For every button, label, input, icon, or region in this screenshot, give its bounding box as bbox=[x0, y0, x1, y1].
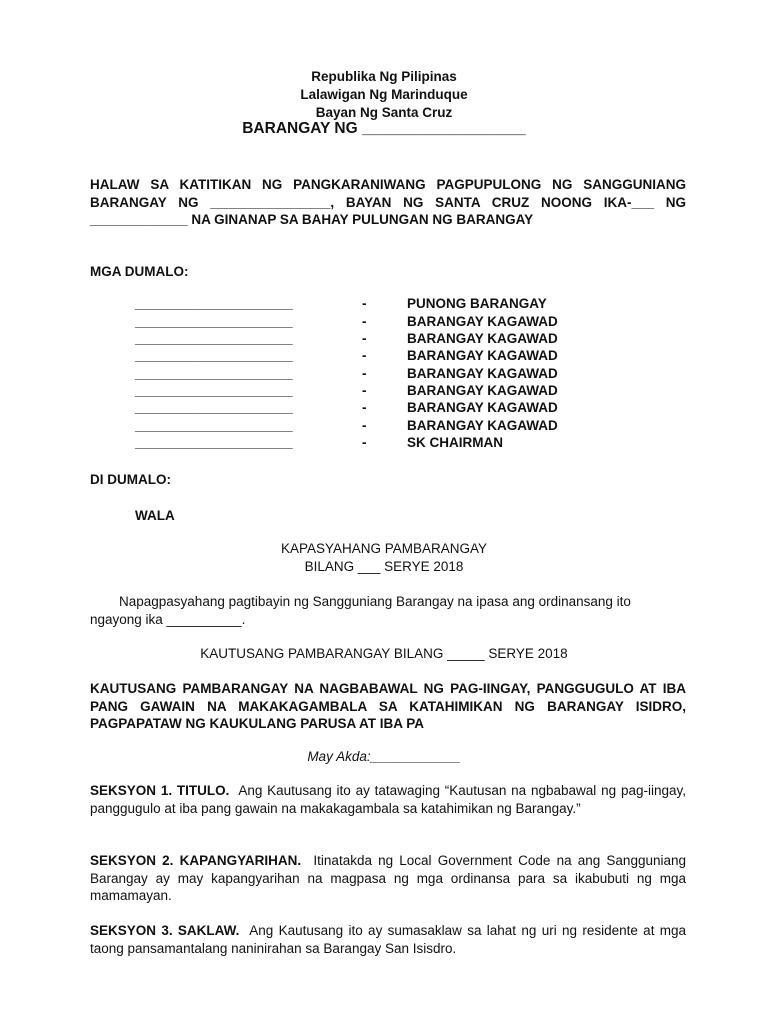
header-province: Lalawigan Ng Marinduque bbox=[300, 87, 468, 102]
resolution-title: KAPASYAHANG PAMBARANGAY bbox=[280, 541, 488, 556]
section-label: SEKSYON 1. TITULO. bbox=[90, 783, 230, 798]
attendee-role: BARANGAY KAGAWAD bbox=[407, 418, 558, 433]
separator-dash: - bbox=[362, 366, 367, 381]
section-2 bbox=[90, 852, 686, 905]
attendee-role: BARANGAY KAGAWAD bbox=[407, 348, 558, 363]
signature-line: _____________________ bbox=[135, 383, 293, 398]
ordinance-author: May Akda:____________ bbox=[307, 749, 461, 764]
attendee-row bbox=[0, 296, 768, 314]
signature-line: _____________________ bbox=[135, 296, 293, 311]
attendee-row bbox=[0, 366, 768, 384]
attendee-role: PUNONG BARANGAY bbox=[407, 296, 547, 311]
separator-dash: - bbox=[362, 435, 367, 450]
section-text: Ang Kautusang ito ay sumasaklaw sa lahat ng uri ng residente at mga taong pansamantalang naninirahan sa Barangay San Isisdro. bbox=[90, 923, 687, 956]
absent-heading: DI DUMALO: bbox=[90, 472, 171, 487]
attendee-role: BARANGAY KAGAWAD bbox=[407, 314, 558, 329]
ordinance-number: KAUTUSANG PAMBARANGAY BILANG _____ SERYE 2018 bbox=[200, 646, 568, 661]
separator-dash: - bbox=[362, 400, 367, 415]
separator-dash: - bbox=[362, 331, 367, 346]
attendee-role: BARANGAY KAGAWAD bbox=[407, 366, 558, 381]
signature-line: _____________________ bbox=[135, 314, 293, 329]
resolution-body: Napagpasyahang pagtibayin ng Sangguniang Barangay na ipasa ang ordinansang ito ngayong ika __________. bbox=[90, 594, 631, 627]
resolution-number: BILANG ___ SERYE 2018 bbox=[304, 559, 464, 574]
attendee-role: BARANGAY KAGAWAD bbox=[407, 383, 558, 398]
attendees-heading: MGA DUMALO: bbox=[90, 264, 189, 279]
attendee-role: SK CHAIRMAN bbox=[407, 435, 503, 450]
section-label: SEKSYON 3. SAKLAW. bbox=[90, 923, 240, 938]
separator-dash: - bbox=[362, 348, 367, 363]
attendee-row bbox=[0, 383, 768, 401]
attendee-row bbox=[0, 435, 768, 453]
signature-line: _____________________ bbox=[135, 435, 293, 450]
attendee-row bbox=[0, 331, 768, 349]
ordinance-title: KAUTUSANG PAMBARANGAY NA NAGBABAWAL NG PAG-IINGAY, PANGGUGULO AT IBA PANG GAWAIN NA MAKAKAGAMBALA SA KATAHIMIKAN NG BARANGAY ISIDRO, PAGPAPATAW NG KAUKULANG PARUSA AT IBA PA bbox=[90, 681, 686, 731]
section-1 bbox=[90, 782, 686, 817]
section-3 bbox=[90, 922, 686, 957]
minutes-intro: HALAW SA KATITIKAN NG PANGKARANIWANG PAGPUPULONG NG SANGGUNIANG BARANGAY NG ________________, BAYAN NG SANTA CRUZ NOONG IKA-___ NG _____________ NA GINANAP SA BAHAY PULUNGAN NG BARANGAY bbox=[90, 177, 686, 227]
header-municipality: Bayan Ng Santa Cruz bbox=[315, 105, 453, 120]
absent-value: WALA bbox=[135, 508, 175, 523]
attendee-role: BARANGAY KAGAWAD bbox=[407, 331, 558, 346]
signature-line: _____________________ bbox=[135, 418, 293, 433]
signature-line: _____________________ bbox=[135, 366, 293, 381]
header-barangay: BARANGAY NG ___________________ bbox=[242, 120, 526, 137]
section-label: SEKSYON 2. KAPANGYARIHAN. bbox=[90, 853, 302, 868]
attendee-role: BARANGAY KAGAWAD bbox=[407, 400, 558, 415]
attendee-row bbox=[0, 418, 768, 436]
section-text: Ang Kautusang ito ay tatawaging “Kautusan na ngbabawal ng pag-iingay, panggugulo at iba pang gawain na makakagambala sa katahimikan ng Barangay.” bbox=[90, 783, 686, 816]
signature-line: _____________________ bbox=[135, 348, 293, 363]
section-text: Itinatakda ng Local Government Code na ang Sangguniang Barangay ay may kapangyarihan na magpasa ng mga ordinansa para sa ikabubuti ng mga mamamayan. bbox=[90, 853, 686, 903]
signature-line: _____________________ bbox=[135, 331, 293, 346]
header-republic: Republika Ng Pilipinas bbox=[311, 69, 457, 84]
attendee-row bbox=[0, 348, 768, 366]
attendee-row bbox=[0, 314, 768, 332]
signature-line: _____________________ bbox=[135, 400, 293, 415]
attendee-row bbox=[0, 400, 768, 418]
separator-dash: - bbox=[362, 383, 367, 398]
separator-dash: - bbox=[362, 418, 367, 433]
separator-dash: - bbox=[362, 314, 367, 329]
separator-dash: - bbox=[362, 296, 367, 311]
